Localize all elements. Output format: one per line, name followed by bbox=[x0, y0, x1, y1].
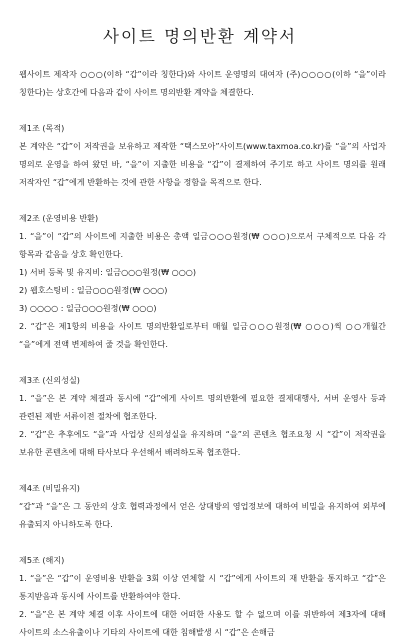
intro-paragraph: 웹사이트 제작자 ○○○(이하 “갑”이라 칭한다)와 사이트 운영명의 대여자 (주)○○○○(이하 “을”이라 칭한다)는 상호간에 다음과 같이 사이트 명의반환 계약을 체결한다. bbox=[19, 69, 386, 97]
article5-item2: 2. “을”은 본 계약 체결 이후 사이트에 대한 어떠한 사용도 할 수 없으며 이를 위반하여 제3자에 대해 사이트의 소스유출이나 기타의 사이트에 대한 침해발생 시 “갑”은 손해금 bbox=[19, 609, 386, 637]
article2-item1: 1. “을”이 “갑”의 사이트에 지출한 비용은 총액 일금○○○원정(₩ ○○○)으로서 구체적으로 다음 각 항목과 같음을 상호 확인한다. bbox=[19, 231, 386, 259]
spacer bbox=[19, 461, 386, 479]
article5-item1: 1. “을”은 “갑”이 운영비용 반환을 3회 이상 연체할 시 “갑”에게 사이트의 재 반환을 통지하고 “갑”은 통지받음과 동시에 사이트를 반환하여야 한다. bbox=[19, 573, 386, 601]
article4-heading: 제4조 (비밀유지) bbox=[19, 483, 80, 493]
article3-item1: 1. “을”은 본 계약 체결과 동시에 “갑”에게 사이트 명의반환에 필요한 결제대행사, 서버 운영사 등과 관련된 제반 서류이전 절차에 협조한다. bbox=[19, 393, 386, 421]
article5-heading: 제5조 (해지) bbox=[19, 555, 65, 565]
spacer bbox=[19, 101, 386, 119]
spacer bbox=[19, 353, 386, 371]
article4-text: “갑”과 “을”은 그 동안의 상호 협력과정에서 얻은 상대방의 영업정보에 대하여 비밀을 유지하여 외부에 유출되지 아니하도록 한다. bbox=[19, 501, 386, 529]
document-title: 사이트 명의반환 계약서 bbox=[103, 27, 297, 46]
article1-text: 본 계약은 “갑”이 저작권을 보유하고 제작한 “택스모아”사이트(www.taxmoa.co.kr)를 “을”의 사업자 명의로 운영을 하여 왔던 바, “을”이 지출한 비용을 “갑”이 결제하여 주기로 하고 사이트 명의를 원래 저작자인 “갑”에게 반환하는 것에 관한 사항을 정함을 목적으로 한다. bbox=[19, 141, 386, 187]
article2-subitem1: 1) 서버 등록 및 유지비: 일금○○○원정(₩ ○○○) bbox=[19, 267, 196, 277]
article3-heading: 제3조 (신의성실) bbox=[19, 375, 80, 385]
document-body bbox=[19, 65, 386, 641]
article2-subitem3: 3) ○○○○ : 일금○○○원정(₩ ○○○) bbox=[19, 303, 157, 313]
spacer bbox=[19, 533, 386, 551]
article1-heading: 제1조 (목적) bbox=[19, 123, 65, 133]
article2-subitem2: 2) 웹호스팅비 : 일금○○○원정(₩ ○○○) bbox=[19, 285, 168, 295]
article2-heading: 제2조 (운영비용 반환) bbox=[19, 213, 99, 223]
article2-item2: 2. “갑”은 제1항의 비용을 사이트 명의반환일로부터 매월 일금○○○원정(₩ ○○○)씩 ○○개월간 “을”에게 전액 변제하여 줄 것을 확인한다. bbox=[19, 321, 386, 349]
spacer bbox=[19, 191, 386, 209]
article3-item2: 2. “갑”은 추후에도 “을”과 사업상 신의성실을 유지하며 “을”의 콘텐츠 협조요청 시 “갑”이 저작권을 보유한 콘텐츠에 대해 타사보다 우선해서 배려하도록 협조한다. bbox=[19, 429, 386, 457]
